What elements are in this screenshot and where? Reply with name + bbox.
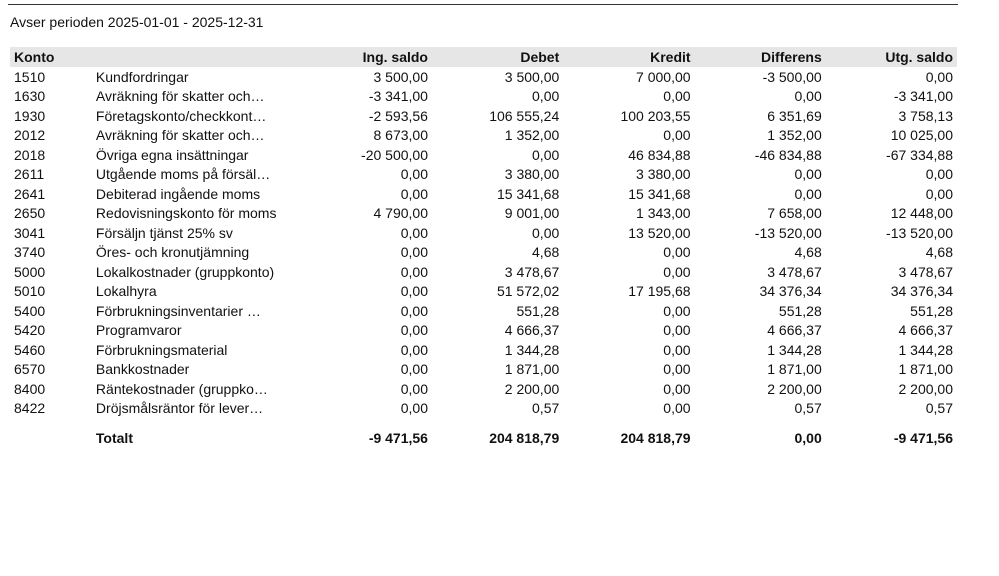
- cell-differens: -46 834,88: [754, 146, 822, 163]
- cell-name: Kundfordringar: [95, 68, 189, 85]
- cell-debet: 0,00: [532, 146, 560, 163]
- cell-kredit: 0,00: [663, 127, 691, 144]
- table-row: [10, 262, 957, 282]
- cell-kredit: 0,00: [663, 263, 691, 280]
- cell-differens: 0,00: [794, 430, 822, 446]
- cell-kredit: 0,00: [663, 88, 691, 105]
- cell-debet: 2 200,00: [504, 380, 560, 397]
- cell-debet: 4,68: [532, 244, 560, 261]
- cell-konto: 3041: [14, 224, 46, 241]
- table-row: [10, 87, 957, 107]
- cell-ing-saldo: 4 790,00: [373, 205, 428, 222]
- table-row: [10, 282, 957, 302]
- table-row: [10, 340, 957, 360]
- cell-konto: 5420: [14, 322, 46, 339]
- col-header-ing-saldo: Ing. saldo: [362, 49, 428, 65]
- cell-utg-saldo: 0,00: [925, 68, 953, 85]
- cell-name: Förbrukningsinventarier …: [95, 302, 261, 319]
- cell-name: Avräkning för skatter och…: [95, 88, 265, 105]
- cell-utg-saldo: 10 025,00: [890, 127, 953, 144]
- cell-utg-saldo: -67 334,88: [886, 146, 953, 163]
- balance-report-table: [10, 47, 957, 448]
- cell-utg-saldo: 2 200,00: [898, 380, 953, 397]
- cell-differens: 1 352,00: [767, 127, 822, 144]
- cell-kredit: 204 818,79: [620, 430, 691, 446]
- cell-differens: 34 376,34: [759, 283, 822, 300]
- cell-debet: 0,00: [532, 88, 560, 105]
- cell-differens: 6 351,69: [767, 107, 822, 124]
- spacer-row: [10, 418, 957, 428]
- cell-konto: 1630: [14, 88, 46, 105]
- cell-name: Räntekostnader (gruppko…: [95, 380, 268, 397]
- cell-ing-saldo: 0,00: [400, 244, 428, 261]
- cell-konto: [10, 428, 92, 448]
- table-row: [10, 204, 957, 224]
- cell-differens: -13 520,00: [754, 224, 822, 241]
- cell-kredit: 100 203,55: [620, 107, 691, 124]
- cell-ing-saldo: 0,00: [400, 341, 428, 358]
- cell-ing-saldo: 0,00: [400, 322, 428, 339]
- cell-ing-saldo: 0,00: [400, 224, 428, 241]
- cell-debet: 3 500,00: [504, 68, 560, 85]
- cell-ing-saldo: -3 341,00: [368, 88, 428, 105]
- cell-kredit: 0,00: [663, 361, 691, 378]
- cell-differens: 551,28: [778, 302, 822, 319]
- cell-konto: 2611: [14, 166, 45, 183]
- cell-debet: 9 001,00: [504, 205, 560, 222]
- cell-name: Bankkostnader: [95, 361, 190, 378]
- table-row: [10, 165, 957, 185]
- cell-ing-saldo: 0,00: [400, 361, 428, 378]
- cell-kredit: 0,00: [663, 302, 691, 319]
- cell-debet: 0,00: [532, 224, 560, 241]
- cell-kredit: 0,00: [663, 380, 691, 397]
- cell-ing-saldo: -20 500,00: [361, 146, 428, 163]
- table-row: [10, 126, 957, 146]
- cell-name: Redovisningskonto för moms: [95, 205, 277, 222]
- cell-name: Debiterad ingående moms: [95, 185, 261, 202]
- cell-differens: 4 666,37: [767, 322, 822, 339]
- cell-utg-saldo: 0,00: [925, 185, 953, 202]
- cell-name: Företagskonto/checkkont…: [95, 107, 267, 124]
- cell-debet: 3 478,67: [504, 263, 560, 280]
- cell-debet: 106 555,24: [489, 107, 560, 124]
- col-header-utg-saldo: Utg. saldo: [885, 49, 953, 65]
- cell-differens: 2 200,00: [767, 380, 822, 397]
- cell-ing-saldo: -9 471,56: [368, 430, 428, 446]
- cell-kredit: 0,00: [663, 322, 691, 339]
- cell-konto: 8422: [14, 400, 46, 417]
- table-row: [10, 106, 957, 126]
- cell-kredit: 0,00: [663, 341, 691, 358]
- cell-differens: 0,00: [794, 185, 822, 202]
- cell-differens: 7 658,00: [767, 205, 822, 222]
- cell-kredit: 46 834,88: [628, 146, 691, 163]
- cell-name: Dröjsmålsräntor för lever…: [95, 400, 264, 417]
- cell-konto: 6570: [14, 361, 46, 378]
- cell-utg-saldo: 34 376,34: [890, 283, 953, 300]
- cell-name: Programvaror: [95, 322, 182, 339]
- table-row: [10, 379, 957, 399]
- cell-debet: 4 666,37: [504, 322, 560, 339]
- cell-name: Lokalkostnader (gruppkonto): [95, 263, 275, 280]
- cell-konto: 2018: [14, 146, 46, 163]
- cell-differens: 0,00: [794, 166, 822, 183]
- table-row: [10, 321, 957, 341]
- period-label: Avser perioden 2025-01-01 - 2025-12-31: [10, 14, 264, 30]
- cell-konto: 2012: [14, 127, 46, 144]
- cell-utg-saldo: 1 344,28: [898, 341, 953, 358]
- cell-kredit: 0,00: [663, 244, 691, 261]
- cell-differens: 0,57: [794, 400, 822, 417]
- cell-konto: 5400: [14, 302, 46, 319]
- cell-konto: 2641: [14, 185, 46, 202]
- cell-utg-saldo: 551,28: [910, 302, 953, 319]
- table-row: [10, 67, 957, 87]
- cell-ing-saldo: 8 673,00: [373, 127, 428, 144]
- table-row: [10, 223, 957, 243]
- col-header-konto: Konto: [14, 49, 55, 65]
- cell-name: Utgående moms på försäl…: [95, 166, 271, 183]
- cell-utg-saldo: 4 666,37: [898, 322, 953, 339]
- cell-konto: 3740: [14, 244, 46, 261]
- cell-ing-saldo: 0,00: [400, 283, 428, 300]
- cell-name: Övriga egna insättningar: [95, 146, 249, 163]
- cell-konto: 8400: [14, 380, 46, 397]
- cell-debet: 51 572,02: [496, 283, 560, 300]
- cell-debet: 204 818,79: [489, 430, 560, 446]
- table-row: [10, 301, 957, 321]
- cell-konto: 2650: [14, 205, 46, 222]
- cell-kredit: 13 520,00: [628, 224, 691, 241]
- cell-name: Totalt: [95, 430, 133, 446]
- cell-konto: 1510: [14, 68, 46, 85]
- cell-name: Öres- och kronutjämning: [95, 244, 250, 261]
- table-row: [10, 184, 957, 204]
- cell-utg-saldo: 12 448,00: [890, 205, 953, 222]
- cell-ing-saldo: 0,00: [400, 302, 428, 319]
- cell-utg-saldo: 4,68: [925, 244, 953, 261]
- cell-utg-saldo: 0,00: [925, 166, 953, 183]
- cell-differens: 0,00: [794, 88, 822, 105]
- cell-name: Förbrukningsmaterial: [95, 341, 228, 358]
- cell-utg-saldo: -13 520,00: [886, 224, 953, 241]
- cell-kredit: 0,00: [663, 400, 691, 417]
- cell-utg-saldo: -9 471,56: [893, 430, 953, 446]
- cell-kredit: 1 343,00: [636, 205, 691, 222]
- table-row: [10, 243, 957, 263]
- cell-utg-saldo: -3 341,00: [893, 88, 953, 105]
- cell-konto: 5460: [14, 341, 46, 358]
- cell-differens: 1 344,28: [767, 341, 822, 358]
- col-header-debet: Debet: [520, 49, 560, 65]
- total-row: [10, 428, 957, 448]
- cell-konto: 5000: [14, 263, 46, 280]
- top-divider: [8, 4, 958, 5]
- cell-ing-saldo: 0,00: [400, 263, 428, 280]
- cell-name: Försäljn tjänst 25% sv: [95, 224, 233, 241]
- cell-ing-saldo: -2 593,56: [368, 107, 428, 124]
- col-header-name: [92, 47, 281, 67]
- cell-differens: 3 478,67: [767, 263, 822, 280]
- cell-konto: 1930: [14, 107, 46, 124]
- table-row: [10, 399, 957, 419]
- cell-utg-saldo: 1 871,00: [898, 361, 953, 378]
- cell-ing-saldo: 0,00: [400, 166, 428, 183]
- cell-utg-saldo: 3 478,67: [898, 263, 953, 280]
- cell-debet: 1 352,00: [504, 127, 560, 144]
- table-row: [10, 145, 957, 165]
- cell-utg-saldo: 0,57: [925, 400, 953, 417]
- cell-konto: 5010: [14, 283, 46, 300]
- cell-debet: 3 380,00: [504, 166, 560, 183]
- cell-kredit: 3 380,00: [636, 166, 691, 183]
- cell-debet: 0,57: [532, 400, 560, 417]
- cell-kredit: 15 341,68: [628, 185, 691, 202]
- cell-ing-saldo: 0,00: [400, 185, 428, 202]
- cell-differens: -3 500,00: [762, 68, 822, 85]
- cell-ing-saldo: 0,00: [400, 380, 428, 397]
- cell-differens: 1 871,00: [767, 361, 822, 378]
- col-header-differens: Differens: [761, 49, 822, 65]
- col-header-kredit: Kredit: [650, 49, 691, 65]
- cell-name: Lokalhyra: [95, 283, 157, 300]
- cell-debet: 15 341,68: [496, 185, 560, 202]
- table-header-row: [10, 47, 957, 67]
- cell-ing-saldo: 3 500,00: [373, 68, 428, 85]
- cell-differens: 4,68: [794, 244, 822, 261]
- cell-utg-saldo: 3 758,13: [898, 107, 953, 124]
- cell-debet: 551,28: [516, 302, 560, 319]
- cell-debet: 1 344,28: [504, 341, 560, 358]
- cell-kredit: 7 000,00: [636, 68, 691, 85]
- table-row: [10, 360, 957, 380]
- cell-ing-saldo: 0,00: [400, 400, 428, 417]
- cell-debet: 1 871,00: [504, 361, 560, 378]
- cell-name: Avräkning för skatter och…: [95, 127, 265, 144]
- cell-kredit: 17 195,68: [628, 283, 691, 300]
